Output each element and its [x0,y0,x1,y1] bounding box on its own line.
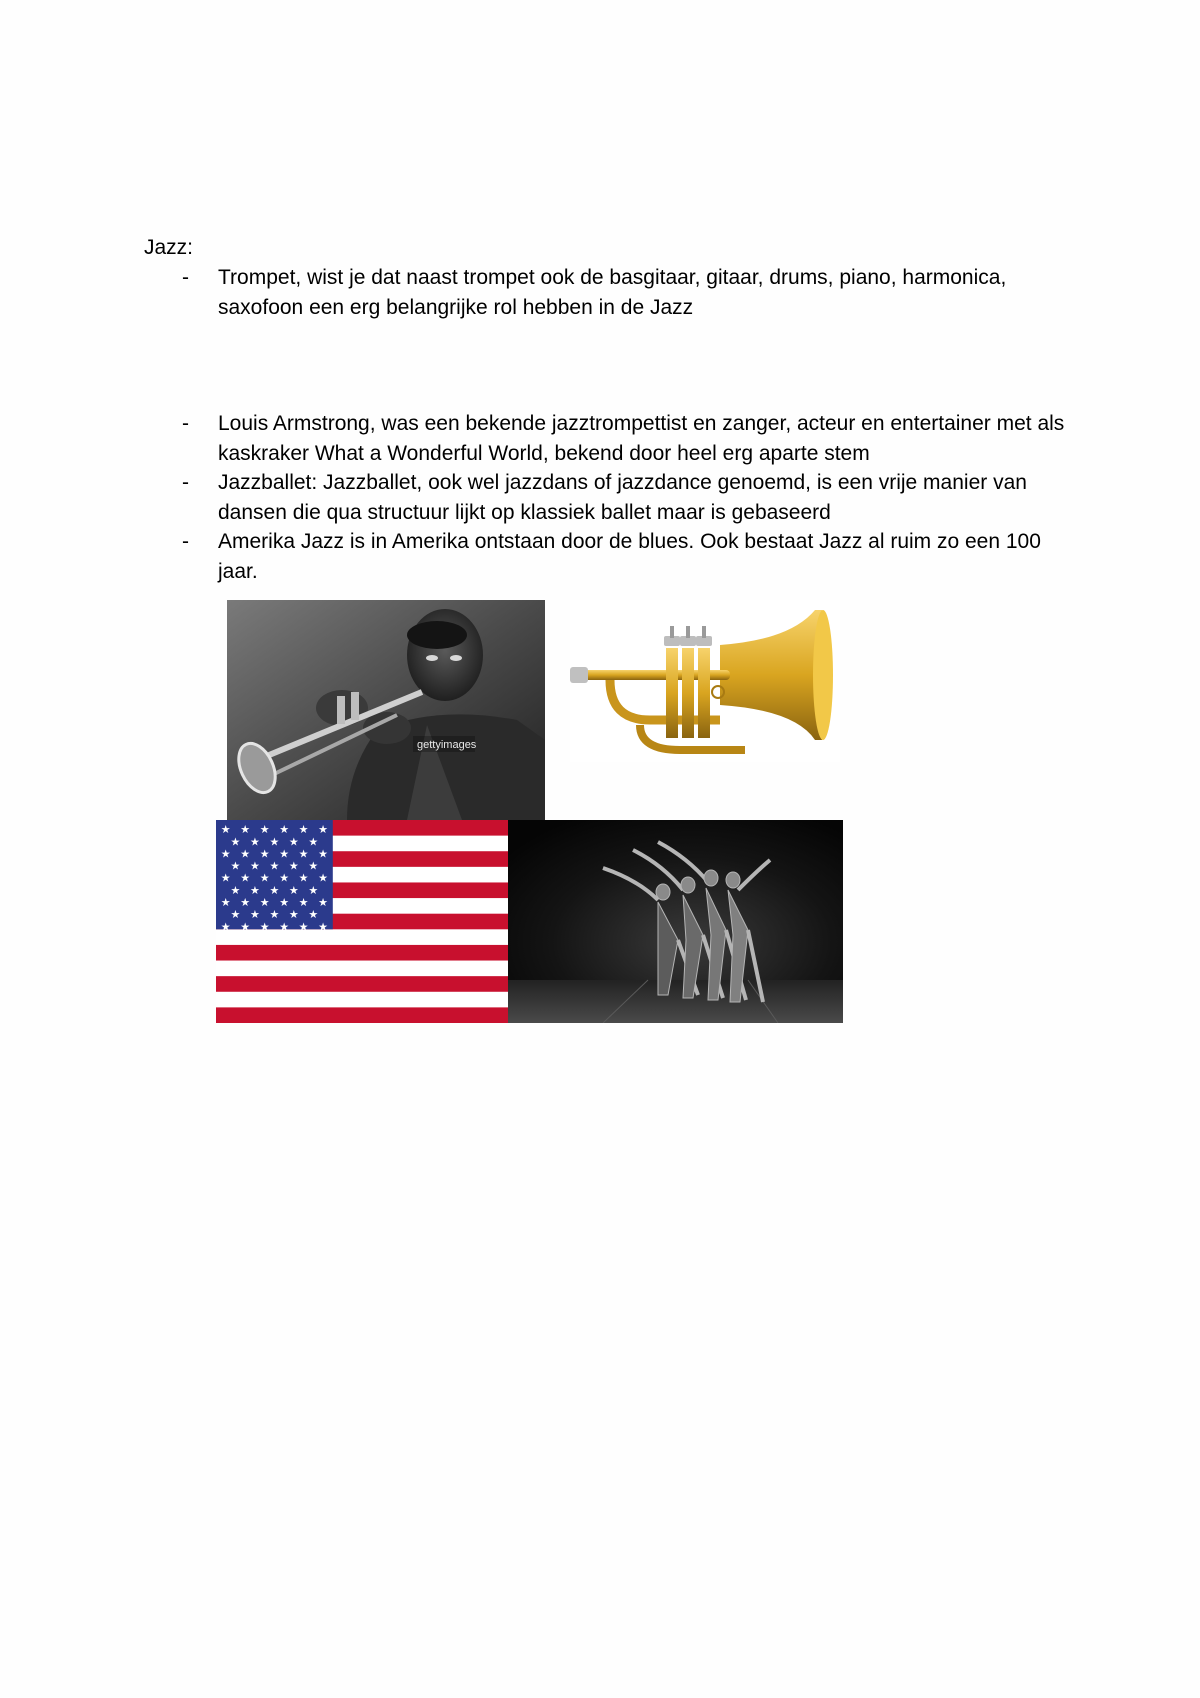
flag-star-icon: ★ [230,835,241,849]
american-flag-photo [216,820,508,1023]
flag-star-icon: ★ [269,908,280,922]
flag-star-icon: ★ [288,883,299,897]
bullet-dash: - [182,471,189,494]
flag-star-icon: ★ [318,920,329,934]
flag-star-icon: ★ [308,835,319,849]
flag-star-icon: ★ [288,859,299,873]
bullet-text: Trompet, wist je dat naast trompet ook de basgitaar, gitaar, drums, piano, harmonica, saxofoon een erg belangrijke rol hebben in de Jazz [218,266,1007,319]
flag-stripe [216,976,508,992]
flag-star-icon: ★ [240,920,251,934]
flag-star-icon: ★ [259,847,270,861]
flag-star-icon: ★ [240,847,251,861]
flag-star-icon: ★ [269,859,280,873]
flag-star-icon: ★ [318,823,329,837]
bullet-dash: - [182,530,189,553]
bullet-text: Louis Armstrong, was een bekende jazztrompettist en zanger, acteur en entertainer met als kaskraker What a Wonderful World, bekend door heel erg aparte stem [218,412,1065,465]
flag-star-icon: ★ [230,883,241,897]
bullet-list [144,263,1074,586]
flag-star-icon: ★ [308,908,319,922]
flag-star-icon: ★ [269,883,280,897]
flag-star-icon: ★ [230,908,241,922]
flag-star-icon: ★ [298,847,309,861]
flag-star-icon: ★ [230,859,241,873]
flag-star-icon: ★ [259,895,270,909]
flag-star-icon: ★ [308,883,319,897]
flag-star-icon: ★ [240,895,251,909]
flag-star-icon: ★ [318,871,329,885]
flag-star-icon: ★ [279,871,290,885]
list-item [144,263,1074,322]
flag-star-icon: ★ [259,871,270,885]
flag-star-icon: ★ [240,823,251,837]
flag-star-icon: ★ [249,835,260,849]
flag-star-icon: ★ [279,895,290,909]
flag-star-icon: ★ [298,920,309,934]
flag-star-icon: ★ [220,823,231,837]
flag-star-icon: ★ [240,871,251,885]
flag-star-icon: ★ [298,823,309,837]
flag-star-icon: ★ [249,883,260,897]
flag-star-icon: ★ [298,895,309,909]
flag-star-icon: ★ [220,920,231,934]
bullet-text: Jazzballet: Jazzballet, ook wel jazzdans of jazzdance genoemd, is een vrije manier van dansen die qua structuur lijkt op klassiek ballet maar is gebaseerd [218,471,1027,524]
flag-star-icon: ★ [318,847,329,861]
flag-star-icon: ★ [279,847,290,861]
flag-stripe [216,945,508,961]
page-heading: Jazz: [144,236,194,259]
list-item [144,527,1074,586]
flag-star-icon: ★ [249,859,260,873]
list-item [144,468,1074,527]
armstrong-photo [227,600,545,820]
flag-star-icon: ★ [220,895,231,909]
flag-star-icon: ★ [269,835,280,849]
flag-star-icon: ★ [259,823,270,837]
flag-star-icon: ★ [220,871,231,885]
flag-star-icon: ★ [298,871,309,885]
flag-star-icon: ★ [318,895,329,909]
watermark-text: gettyimages [417,739,477,751]
flag-star-icon: ★ [279,823,290,837]
trumpet-photo [570,600,840,762]
bullet-dash: - [182,412,189,435]
flag-star-icon: ★ [220,847,231,861]
jazzballet-photo [508,820,843,1023]
flag-star-icon: ★ [288,908,299,922]
list-item [144,409,1074,468]
bullet-dash: - [182,266,189,289]
flag-star-icon: ★ [279,920,290,934]
flag-star-icon: ★ [308,859,319,873]
flag-stripe [216,1007,508,1023]
flag-star-icon: ★ [288,835,299,849]
flag-star-icon: ★ [249,908,260,922]
flag-star-icon: ★ [259,920,270,934]
bullet-text: Amerika Jazz is in Amerika ontstaan door de blues. Ook bestaat Jazz al ruim zo een 100 jaar. [218,530,1041,583]
